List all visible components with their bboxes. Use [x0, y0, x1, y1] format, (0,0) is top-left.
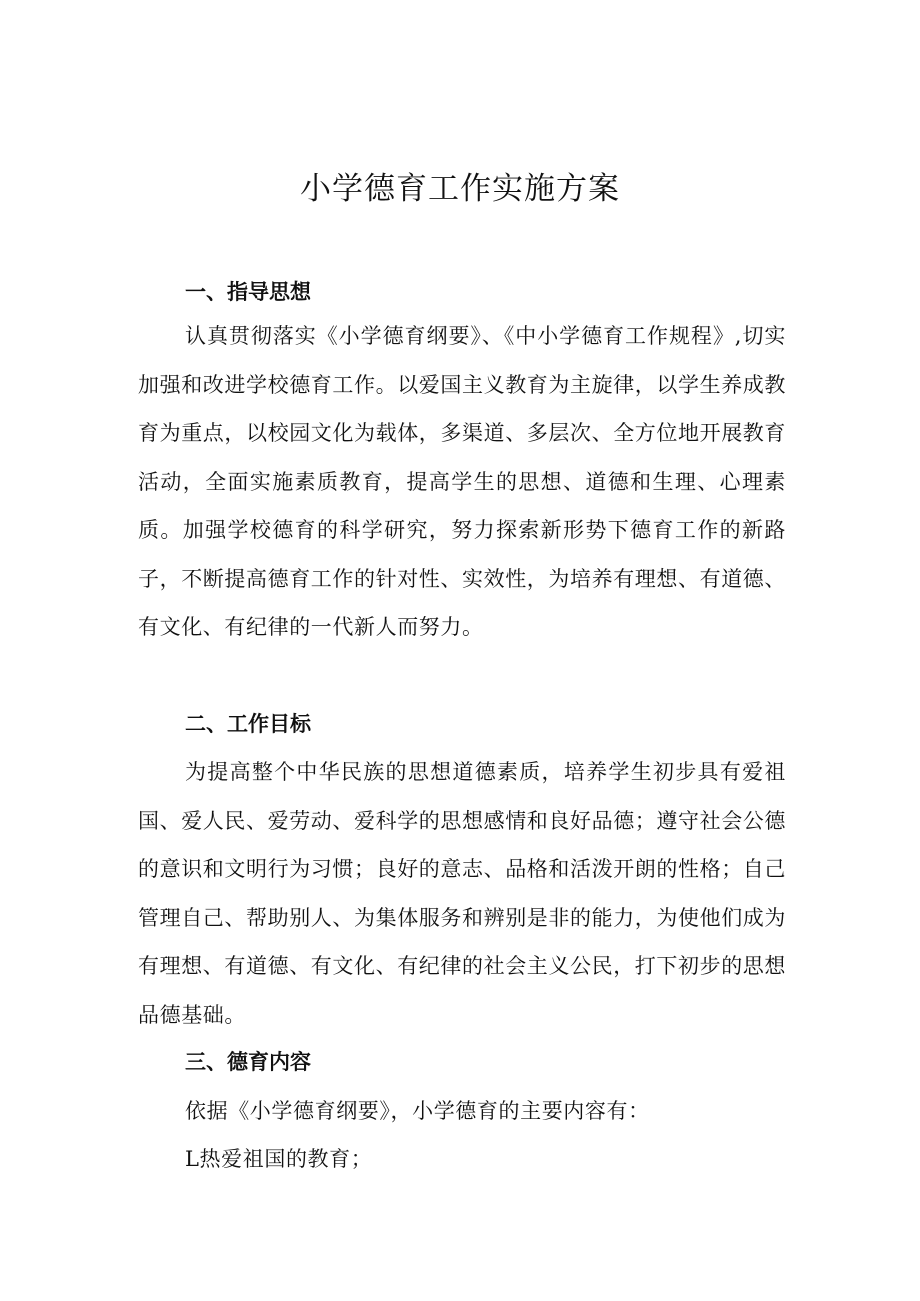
paragraph-guiding-ideology: 认真贯彻落实《小学德育纲要》、《中小学德育工作规程》,切实加强和改进学校德育工作。以爱国主义教育为主旋律，以学生养成教育为重点，以校园文化为载体，多渠道、多层次、全方位地开展教育活动，全面实施素质教育，提高学生的思想、道德和生理、心理素质。加强学校德育的科学研究，努力探索新形势下德育工作的新路子，不断提高德育工作的针对性、实效性，为培养有理想、有道德、有文化、有纪律的一代新人而努力。 — [138, 324, 786, 639]
section-heading-work-goals: 二、工作目标 — [185, 712, 311, 736]
section-heading-moral-content: 三、德育内容 — [185, 1050, 311, 1074]
list-item-patriotism-education: L热爱祖国的教育； — [185, 1147, 373, 1171]
section-heading-guiding-ideology: 一、指导思想 — [185, 280, 311, 304]
paragraph-work-goals: 为提高整个中华民族的思想道德素质，培养学生初步具有爱祖国、爱人民、爱劳动、爱科学的思想感情和良好品德；遵守社会公德的意识和文明行为习惯；良好的意志、品格和活泼开朗的性格；自己管理自己、帮助别人、为集体服务和辨别是非的能力，为使他们成为有理想、有道德、有文化、有纪律的社会主义公民，打下初步的思想品德基础。 — [138, 760, 786, 1027]
document-title: 小学德育工作实施方案 — [300, 171, 620, 207]
paragraph-moral-content-intro: 依据《小学德育纲要》，小学德育的主要内容有： — [185, 1099, 650, 1123]
